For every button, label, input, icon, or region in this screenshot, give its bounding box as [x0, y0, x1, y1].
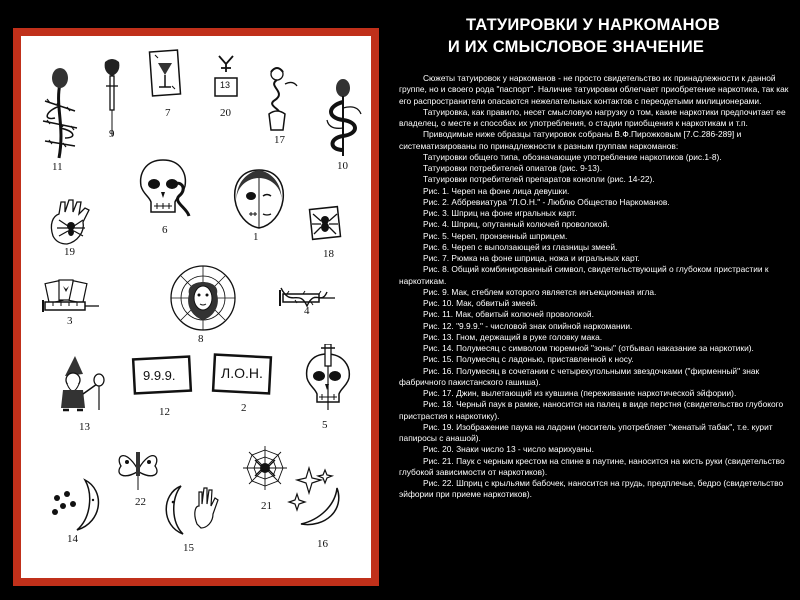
- figure-caption: Рис. 10. Мак, обвитый змеей.: [423, 298, 538, 308]
- tattoo-number-3: 3: [67, 315, 73, 327]
- tattoo-2-plate-lon: [211, 352, 273, 398]
- figure-caption: Рис. 3. Шприц на фоне игральных карт.: [423, 208, 577, 218]
- tattoo-11-poppy-barbed-wire: [35, 66, 85, 161]
- paragraph: Приводимые ниже образцы татуировок собраны В.Ф.Пирожковым [7.С.286-289] и систематизированы по принадлежности к разным группам наркоманов:: [399, 129, 742, 151]
- tattoo-13-gnome-poppy: [55, 354, 109, 416]
- figure-caption: Рис. 1. Череп на фоне лица девушки.: [423, 185, 570, 196]
- figure-caption: Рис. 17. Джин, вылетающий из кувшина (переживание наркотической эйфории).: [423, 388, 737, 398]
- illustration-panel: [13, 28, 379, 586]
- figure-caption: Рис. 13. Гном, держащий в руке головку мака.: [423, 331, 603, 342]
- tattoo-8-combined-symbol: [165, 264, 241, 332]
- article-text: [399, 73, 789, 501]
- figure-caption: Рис. 8. Общий комбинированный символ, свидетельствующий о глубоком пристрастии к наркотикам.: [399, 264, 769, 286]
- tattoo-number-5: 5: [322, 419, 328, 431]
- tattoo-10-poppy-snake: [321, 78, 367, 158]
- tattoo-number-22: 22: [135, 496, 146, 508]
- figure-caption: Рис. 19. Изображение паука на ладони (носитель употребляет "женатый табак", т.е. курит папиросы с анашой).: [399, 421, 773, 443]
- tattoo-number-12: 12: [159, 406, 170, 418]
- tattoo-17-genie-jug: [257, 64, 301, 134]
- tattoo-number-15: 15: [183, 542, 194, 554]
- tattoo-21-spider-web: [241, 444, 289, 492]
- figure-caption: Рис. 5. Череп, пронзенный шприцем.: [423, 230, 568, 241]
- tattoo-7-glass-cards: [145, 49, 185, 105]
- paragraph: Татуировки общего типа, обозначающие употребление наркотиков (рис.1-8).: [423, 151, 722, 162]
- figure-caption: Рис. 21. Паук с черным крестом на спине в паутине, наносится на кисть руки (свидетельство глубокой зависимости от наркотиков).: [399, 455, 785, 477]
- tattoo-number-13: 13: [79, 421, 90, 433]
- figure-caption: Рис. 22. Шприц с крыльями бабочек, наносится на грудь, предплечье, бедро (свидетельство эйфории при приеме наркотиков).: [399, 478, 784, 500]
- tattoo-number-16: 16: [317, 538, 328, 550]
- figure-caption: Рис. 18. Черный паук в рамке, наносится на палец в виде перстня (свидетельство глубокого пристрастия к наркотику).: [399, 399, 784, 421]
- tattoo-number-18: 18: [323, 248, 334, 260]
- tattoo-number-21: 21: [261, 500, 272, 512]
- tattoo-number-7: 7: [165, 107, 171, 119]
- tattoo-9-poppy-needle: [101, 58, 123, 138]
- tattoo-number-2: 2: [241, 402, 247, 414]
- figure-caption: Рис. 12. "9.9.9." - числовой знак опийной наркомании.: [423, 320, 633, 331]
- tattoo-6-skull-snake: [133, 156, 193, 226]
- figure-caption: Рис. 2. Аббревиатура "Л.О.Н." - Люблю Общество Наркоманов.: [423, 196, 670, 207]
- paragraph: Татуировки потребителей опиатов (рис. 9-13).: [423, 163, 603, 173]
- tattoo-number-20: 20: [220, 107, 231, 119]
- tattoo-number-17: 17: [274, 134, 285, 146]
- tattoo-3-syringe-cards: [41, 276, 101, 320]
- tattoo-number-10: 10: [337, 160, 348, 172]
- paragraph: Татуировки потребителей препаратов конопли (рис. 14-22).: [423, 174, 655, 185]
- tattoo-number-14: 14: [67, 533, 78, 545]
- tattoo-1-skull-girl-face: [227, 168, 291, 232]
- tattoo-number-11: 11: [52, 161, 63, 173]
- tattoo-15-crescent-palm: [161, 484, 225, 538]
- page-title: [398, 14, 788, 58]
- tattoo-number-9: 9: [109, 128, 115, 140]
- title-line-1: ТАТУИРОВКИ У НАРКОМАНОВ: [466, 16, 720, 34]
- paragraph: Татуировка, как правило, несет смысловую нагрузку о том, какие наркотики предпочитает ее владелец, о месте и способах их употребления, о стадии приобщения к наркотикам и т.п.: [399, 106, 786, 128]
- tattoo-12-plate-999: [131, 354, 193, 398]
- tattoo-16-crescent-stars: [285, 466, 345, 536]
- plate-999-text: 9.9.9.: [143, 368, 176, 383]
- figure-caption: Рис. 20. Знаки число 13 - число марихуаны.: [423, 444, 594, 455]
- tattoo-5-skull-syringe: [299, 344, 359, 414]
- tattoo-14-crescent-dots: [47, 476, 103, 534]
- figure-caption: Рис. 6. Череп с выползающей из глазницы змеей.: [423, 241, 618, 252]
- tattoo-number-6: 6: [162, 224, 168, 236]
- figure-caption: Рис. 11. Мак, обвитый колючей проволокой.: [423, 309, 594, 320]
- plate-lon-text: Л.О.Н.: [221, 365, 263, 381]
- figure-caption: Рис. 4. Шприц, опутанный колючей проволокой.: [423, 219, 610, 230]
- tattoo-22-butterfly-syringe: [115, 446, 161, 492]
- figure-caption: Рис. 9. Мак, стеблем которого является инъекционная игла.: [423, 286, 657, 297]
- tattoo-number-1: 1: [253, 231, 259, 243]
- figure-caption: Рис. 15. Полумесяц с ладонью, приставленной к носу.: [423, 354, 634, 365]
- tattoo-number-8: 8: [198, 333, 204, 345]
- title-line-2: И ИХ СМЫСЛОВОЕ ЗНАЧЕНИЕ: [447, 38, 705, 56]
- tattoo-19-spider-palm: [43, 196, 99, 248]
- figure-caption: Рис. 14. Полумесяц с символом тюремной "зоны" (отбывал наказание за наркотики).: [423, 343, 754, 353]
- tattoo-number-19: 19: [64, 246, 75, 258]
- paragraph: Сюжеты татуировок у наркоманов - не просто свидетельство их принадлежности к данной группе, но и своего рода "паспорт". Наличие татуировки облегчает приобретение наркотика, так как его распространители опасаются нежелательных контактов с переодетыми милиционерами.: [399, 73, 789, 106]
- figure-caption: Рис. 7. Рюмка на фоне шприца, ножа и игральных карт.: [423, 253, 640, 263]
- tattoo-18-spider-frame: [307, 204, 343, 244]
- figure-caption: Рис. 16. Полумесяц в сочетании с четырехугольными звездочками ("фирменный" знак фабричного пакистанского гашиша).: [399, 365, 760, 387]
- tattoo-20-number-13: [209, 54, 243, 104]
- card-13-label: 13: [220, 80, 231, 90]
- tattoo-number-4: 4: [304, 305, 310, 317]
